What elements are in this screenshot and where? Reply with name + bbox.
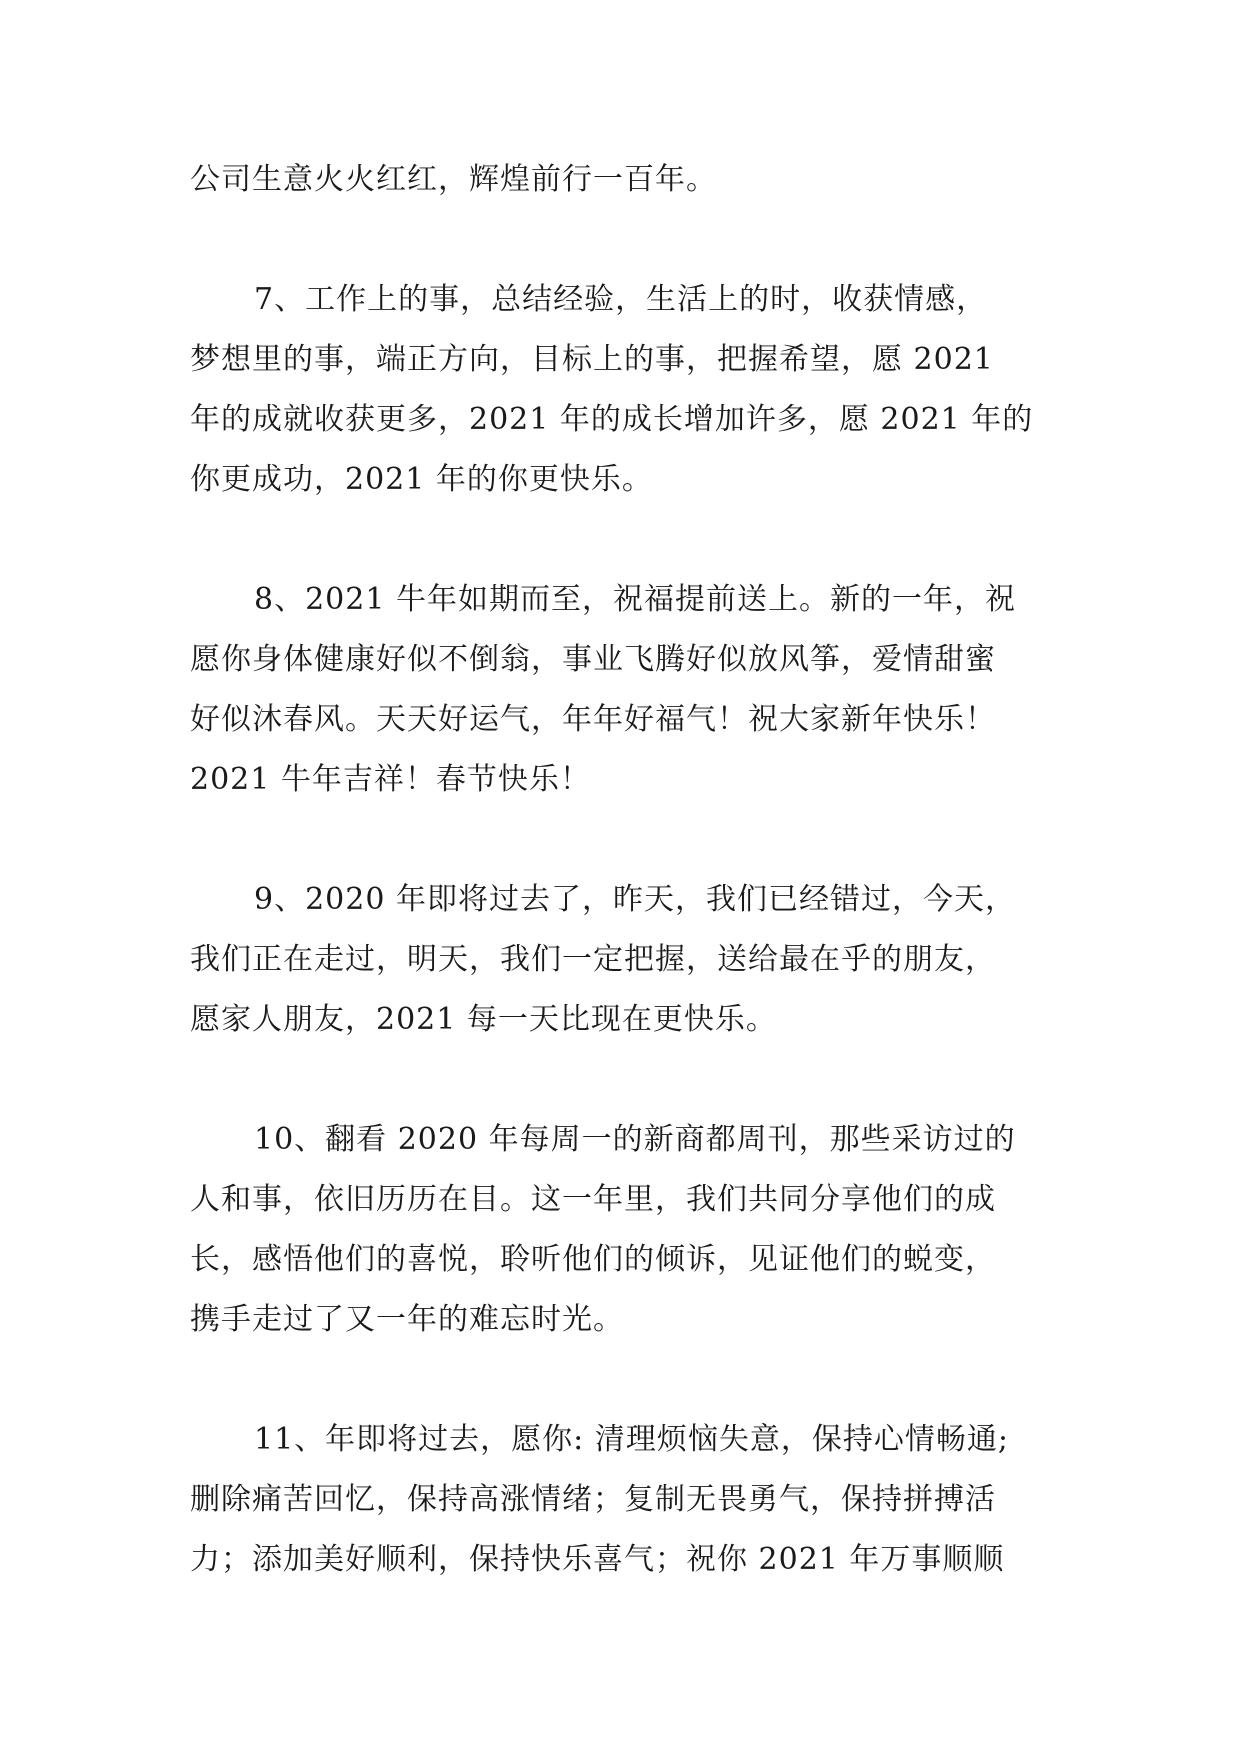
paragraph-line: 公司生意火火红红，辉煌前行一百年。	[190, 162, 717, 197]
paragraph-line: 11、年即将过去，愿你: 清理烦恼失意，保持心情畅通;	[254, 1422, 1009, 1457]
paragraph-line: 人和事，依旧历历在目。这一年里，我们共同分享他们的成	[190, 1182, 996, 1217]
paragraph-line: 你更成功，2021 年的你更快乐。	[190, 462, 653, 497]
paragraph-line: 7、工作上的事，总结经验，生活上的时，收获情感，	[254, 282, 988, 317]
paragraph-line: 2021 牛年吉祥！春节快乐！	[190, 762, 591, 797]
paragraph-line: 力；添加美好顺利，保持快乐喜气；祝你 2021 年万事顺顺	[190, 1542, 1005, 1577]
paragraph-line: 10、翻看 2020 年每周一的新商都周刊，那些采访过的	[254, 1122, 1016, 1157]
paragraph-line: 删除痛苦回忆，保持高涨情绪；复制无畏勇气，保持拼搏活	[190, 1482, 996, 1517]
paragraph-line: 愿你身体健康好似不倒翁，事业飞腾好似放风筝，爱情甜蜜	[190, 642, 996, 677]
paragraph-line: 携手走过了又一年的难忘时光。	[190, 1302, 624, 1337]
paragraph-line: 9、2020 年即将过去了，昨天，我们已经错过，今天，	[254, 882, 1016, 917]
paragraph-line: 我们正在走过，明天，我们一定把握，送给最在乎的朋友，	[190, 942, 996, 977]
paragraph-line: 8、2021 牛年如期而至，祝福提前送上。新的一年，祝	[254, 582, 1016, 617]
paragraph-line: 年的成就收获更多，2021 年的成长增加许多，愿 2021 年的	[190, 402, 1034, 437]
paragraph-line: 长，感悟他们的喜悦，聆听他们的倾诉，见证他们的蜕变，	[190, 1242, 996, 1277]
paragraph-line: 愿家人朋友，2021 每一天比现在更快乐。	[190, 1002, 777, 1037]
paragraph-line: 梦想里的事，端正方向，目标上的事，把握希望，愿 2021	[190, 342, 994, 377]
paragraph-line: 好似沐春风。天天好运气，年年好福气！祝大家新年快乐！	[190, 702, 996, 737]
